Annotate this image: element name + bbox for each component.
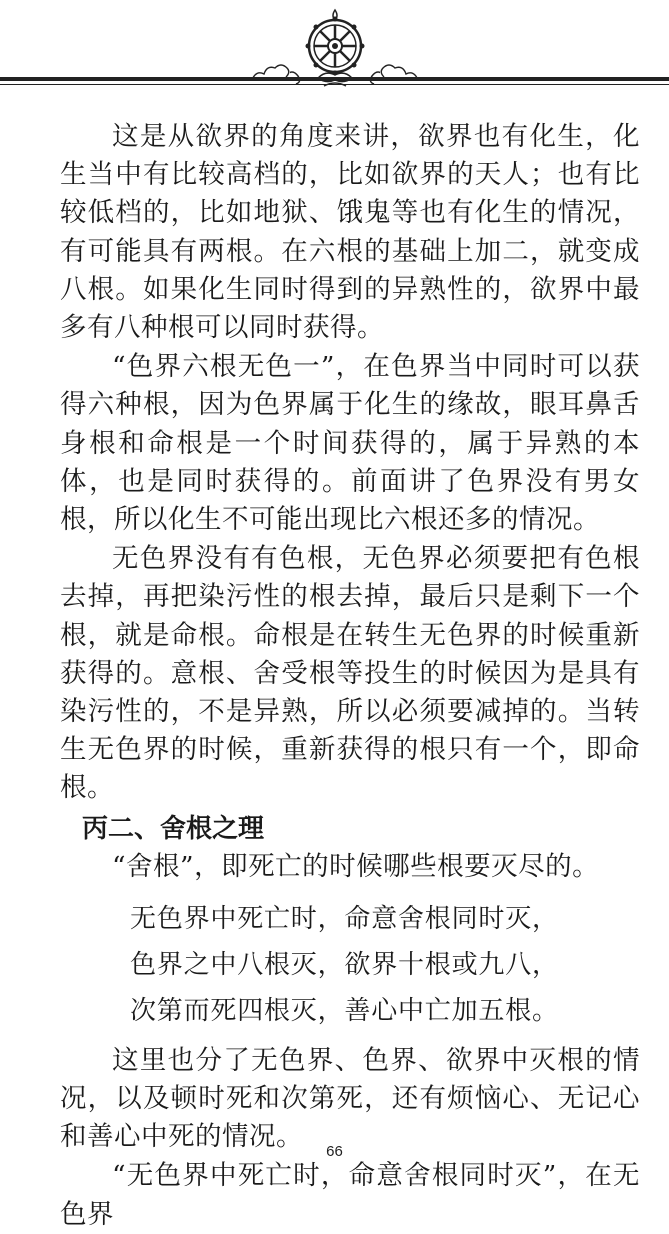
section-heading: 丙二、舍根之理 (82, 813, 265, 844)
verse-line: 色界之中八根灭，欲界十根或九八， (130, 949, 559, 980)
verse-line: 无色界中死亡时，命意舍根同时灭， (130, 903, 559, 934)
page-header (0, 0, 669, 100)
paragraph: “无色界中死亡时，命意舍根同时灭”，在无色界 (60, 1160, 640, 1230)
page-number: 66 (326, 1143, 343, 1160)
paragraph: 无色界没有有色根，无色界必须要把有色根去掉，再把染污性的根去掉，最后只是剩下一个根，就是命根。命根是在转生无色界的时候重新获得的。意根、舍受根等投生的时候因为是具有染污性的，不是异熟，所以必须要减掉的。当转生无色界的时候，重新获得的根只有一个，即命根。 (60, 543, 640, 804)
page-body (60, 118, 640, 1234)
heading-intro: “舍根”，即死亡的时候哪些根要灭尽的。 (112, 850, 600, 882)
header-rule (0, 77, 669, 81)
paragraph: 这里也分了无色界、色界、欲界中灭根的情况，以及顿时死和次第死，还有烦恼心、无记心和善心中死的情况。 (60, 1044, 640, 1153)
paragraph: 这是从欲界的角度来讲，欲界也有化生，化生当中有比较高档的，比如欲界的天人；也有比较低档的，比如地狱、饿鬼等也有化生的情况，有可能具有两根。在六根的基础上加二，就变成八根。如果化生同时得到的异熟性的，欲界中最多有八种根可以同时获得。 (60, 121, 640, 344)
verse-line: 次第而死四根灭，善心中亡加五根。 (130, 995, 559, 1026)
verse-block (60, 896, 640, 1034)
header-rule-thin (0, 84, 669, 85)
paragraph: “色界六根无色一”，在色界当中同时可以获得六种根，因为色界属于化生的缘故，眼耳鼻舌身根和命根是一个时间获得的，属于异熟的本体，也是同时获得的。前面讲了色界没有男女根，所以化生不可能出现比六根还多的情况。 (60, 351, 640, 536)
